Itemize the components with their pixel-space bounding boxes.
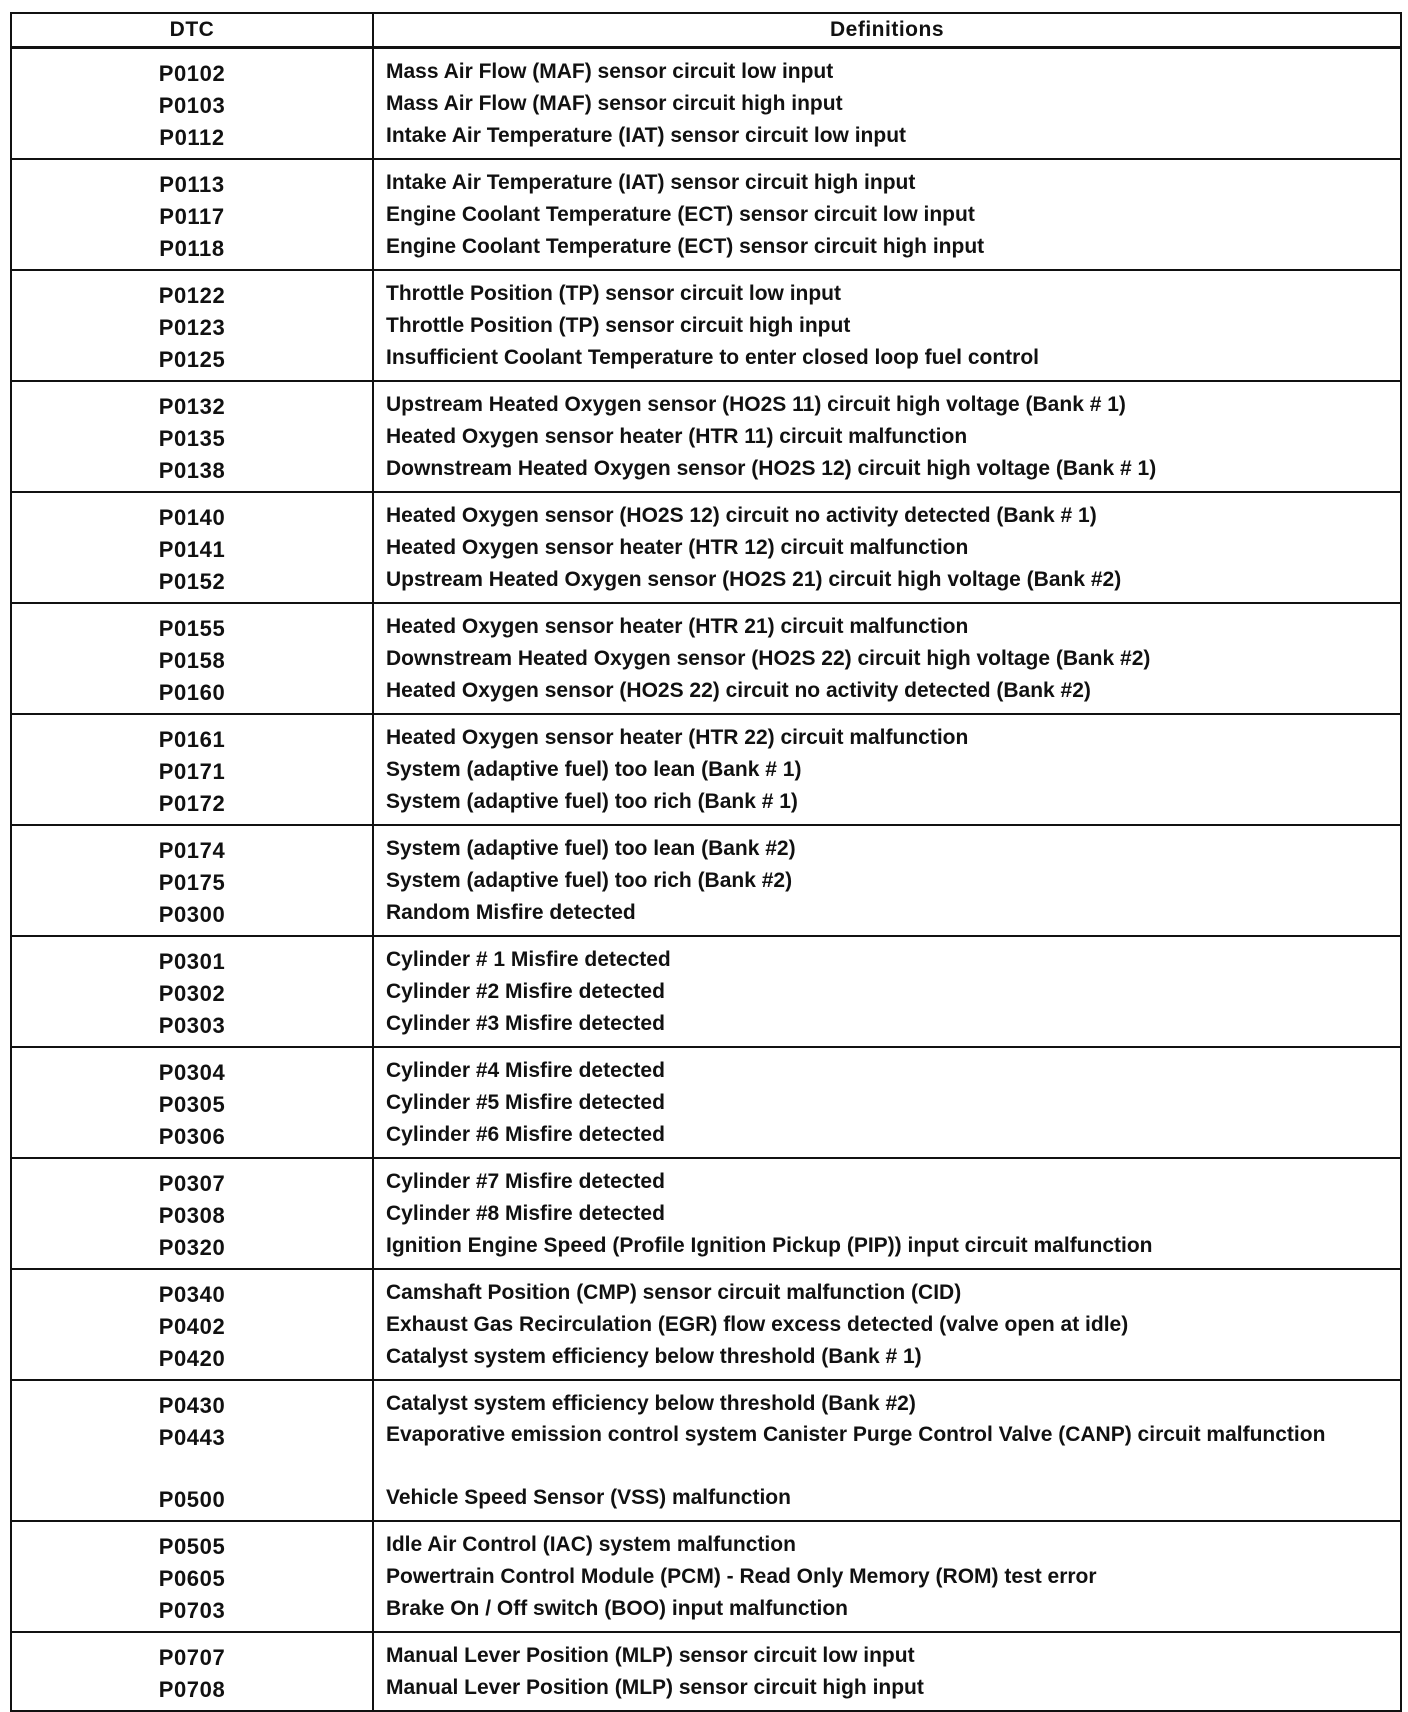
table-row-group: [11, 381, 1401, 492]
table-row-group: [11, 603, 1401, 714]
dtc-definition: Heated Oxygen sensor heater (HTR 11) circuit malfunction: [386, 425, 968, 448]
dtc-code: P0132: [158, 394, 226, 419]
dtc-definition: Catalyst system efficiency below threshold (Bank # 1): [386, 1345, 922, 1368]
dtc-definition: Heated Oxygen sensor (HO2S 12) circuit no activity detected (Bank # 1): [386, 504, 1097, 527]
dtc-definition: Cylinder #6 Misfire detected: [386, 1123, 665, 1146]
dtc-code: P0703: [158, 1598, 226, 1623]
dtc-code-cell: [11, 1521, 373, 1632]
dtc-definition: Cylinder #8 Misfire detected: [386, 1202, 665, 1225]
dtc-code: P0113: [159, 172, 225, 197]
dtc-code: P0125: [158, 347, 226, 372]
dtc-code-cell: [11, 603, 373, 714]
definition-cell: [373, 825, 1401, 936]
dtc-code-cell: [11, 1047, 373, 1158]
table-row-group: [11, 936, 1401, 1047]
table-row-group: [11, 492, 1401, 603]
dtc-definition: Throttle Position (TP) sensor circuit high input: [386, 314, 851, 337]
dtc-definition: Downstream Heated Oxygen sensor (HO2S 12) circuit high voltage (Bank # 1): [386, 457, 1157, 480]
dtc-definition: Upstream Heated Oxygen sensor (HO2S 11) circuit high voltage (Bank # 1): [386, 393, 1126, 416]
definition-cell: [373, 1632, 1401, 1711]
dtc-definition: System (adaptive fuel) too lean (Bank # 1): [386, 758, 802, 781]
dtc-code: P0402: [158, 1314, 226, 1339]
dtc-code: P0152: [158, 569, 226, 594]
dtc-definition: Manual Lever Position (MLP) sensor circuit low input: [386, 1644, 915, 1667]
dtc-code: P0605: [158, 1566, 226, 1591]
dtc-definition: Catalyst system efficiency below threshold (Bank #2): [386, 1392, 916, 1415]
definition-cell: [373, 159, 1401, 270]
dtc-definition: Cylinder #4 Misfire detected: [386, 1059, 665, 1082]
dtc-code-cell: [11, 1158, 373, 1269]
dtc-code: P0175: [158, 870, 226, 895]
dtc-definition: Cylinder #5 Misfire detected: [386, 1091, 665, 1114]
dtc-definition: Camshaft Position (CMP) sensor circuit malfunction (CID): [386, 1281, 962, 1304]
dtc-definition: Mass Air Flow (MAF) sensor circuit low input: [386, 60, 834, 83]
dtc-definition: Manual Lever Position (MLP) sensor circuit high input: [386, 1676, 924, 1699]
dtc-code: P0122: [158, 283, 226, 308]
table-row-group: [11, 825, 1401, 936]
dtc-code: P0500: [158, 1487, 226, 1512]
dtc-code: P0138: [158, 458, 226, 483]
dtc-code: P0135: [158, 426, 226, 451]
dtc-definition: System (adaptive fuel) too rich (Bank # 1): [386, 790, 798, 813]
dtc-code: P0308: [158, 1203, 226, 1228]
dtc-definition: System (adaptive fuel) too lean (Bank #2): [386, 837, 796, 860]
dtc-code: P0420: [158, 1346, 226, 1371]
dtc-definition: Heated Oxygen sensor heater (HTR 22) circuit malfunction: [386, 726, 969, 749]
dtc-code: P0172: [158, 791, 226, 816]
table-body: [11, 48, 1401, 1712]
dtc-code: P0102: [158, 61, 226, 86]
definition-cell: [373, 48, 1401, 160]
dtc-definition: Engine Coolant Temperature (ECT) sensor circuit low input: [386, 203, 975, 226]
dtc-code: P0430: [158, 1393, 226, 1418]
dtc-code: P0117: [159, 204, 225, 229]
dtc-definition: Downstream Heated Oxygen sensor (HO2S 22) circuit high voltage (Bank #2): [386, 647, 1151, 670]
dtc-definition: Brake On / Off switch (BOO) input malfunction: [386, 1597, 849, 1620]
dtc-definition: Random Misfire detected: [386, 901, 636, 924]
dtc-code: P0304: [158, 1060, 226, 1085]
dtc-definition: Cylinder #3 Misfire detected: [386, 1012, 665, 1035]
dtc-definition: Throttle Position (TP) sensor circuit low input: [386, 282, 842, 305]
definition-cell: [373, 381, 1401, 492]
dtc-code: P0301: [158, 949, 226, 974]
table-row-group: [11, 1269, 1401, 1380]
dtc-code: P0505: [158, 1534, 226, 1559]
dtc-code-cell: [11, 48, 373, 160]
dtc-code-cell: [11, 825, 373, 936]
dtc-definition: Heated Oxygen sensor (HO2S 22) circuit no activity detected (Bank #2): [386, 679, 1091, 702]
dtc-definition: Cylinder #7 Misfire detected: [386, 1170, 665, 1193]
dtc-code: P0123: [158, 315, 226, 340]
dtc-code: P0155: [158, 616, 226, 641]
dtc-definition: Upstream Heated Oxygen sensor (HO2S 21) circuit high voltage (Bank #2): [386, 568, 1122, 591]
dtc-code: P0112: [159, 125, 225, 150]
definition-cell: [373, 714, 1401, 825]
table-row-group: [11, 48, 1401, 160]
dtc-code: P0171: [158, 759, 226, 784]
dtc-code-cell: [11, 270, 373, 381]
dtc-definition: Mass Air Flow (MAF) sensor circuit high input: [386, 92, 843, 115]
dtc-code-cell: [11, 381, 373, 492]
dtc-code-cell: [11, 936, 373, 1047]
dtc-definition: Intake Air Temperature (IAT) sensor circuit high input: [386, 171, 916, 194]
dtc-code: P0305: [158, 1092, 226, 1117]
table-header-row: [11, 13, 1401, 48]
dtc-code-cell: [11, 1380, 373, 1521]
dtc-definition: Cylinder #2 Misfire detected: [386, 980, 665, 1003]
dtc-code: P0141: [158, 537, 226, 562]
dtc-definition: Vehicle Speed Sensor (VSS) malfunction: [386, 1486, 791, 1509]
dtc-definition: Insufficient Coolant Temperature to enter closed loop fuel control: [386, 346, 1039, 369]
definition-cell: [373, 1047, 1401, 1158]
dtc-code: P0320: [158, 1235, 226, 1260]
dtc-definition: Idle Air Control (IAC) system malfunction: [386, 1533, 796, 1556]
dtc-code: P0707: [158, 1645, 226, 1670]
dtc-definition: Intake Air Temperature (IAT) sensor circuit low input: [386, 124, 907, 147]
dtc-code: P0307: [158, 1171, 226, 1196]
dtc-document: [10, 12, 1400, 1712]
dtc-code: P0118: [159, 236, 225, 261]
dtc-definition: Engine Coolant Temperature (ECT) sensor circuit high input: [386, 235, 985, 258]
dtc-code: P0174: [158, 838, 226, 863]
definition-cell: [373, 936, 1401, 1047]
dtc-code: P0300: [158, 902, 226, 927]
table-row-group: [11, 270, 1401, 381]
dtc-code-cell: [11, 159, 373, 270]
dtc-code: P0160: [158, 680, 226, 705]
dtc-code-cell: [11, 714, 373, 825]
definition-cell: [373, 603, 1401, 714]
dtc-definition: Powertrain Control Module (PCM) - Read Only Memory (ROM) test error: [386, 1565, 1097, 1588]
dtc-code: P0303: [158, 1013, 226, 1038]
dtc-definition: Evaporative emission control system Canister Purge Control Valve (CANP) circuit malfunction: [386, 1423, 1326, 1446]
dtc-code-cell: [11, 492, 373, 603]
definition-cell: [373, 1380, 1401, 1521]
dtc-code: P0340: [158, 1282, 226, 1307]
dtc-definition: System (adaptive fuel) too rich (Bank #2): [386, 869, 793, 892]
definition-cell: [373, 270, 1401, 381]
definition-cell: [373, 1158, 1401, 1269]
dtc-definition: Exhaust Gas Recirculation (EGR) flow excess detected (valve open at idle): [386, 1313, 1129, 1336]
dtc-code: P0140: [158, 505, 226, 530]
dtc-code: P0302: [158, 981, 226, 1006]
table-row-group: [11, 1521, 1401, 1632]
dtc-code: P0708: [158, 1677, 226, 1702]
table-row-group: [11, 1632, 1401, 1711]
table-row-group: [11, 1158, 1401, 1269]
dtc-table: [10, 12, 1402, 1712]
dtc-code: P0161: [158, 727, 226, 752]
dtc-definition: Heated Oxygen sensor heater (HTR 21) circuit malfunction: [386, 615, 969, 638]
definition-cell: [373, 1269, 1401, 1380]
table-row-group: [11, 1047, 1401, 1158]
definition-cell: [373, 1521, 1401, 1632]
dtc-code: P0158: [158, 648, 226, 673]
definition-cell: [373, 492, 1401, 603]
table-row-group: [11, 159, 1401, 270]
dtc-definition: Cylinder # 1 Misfire detected: [386, 948, 671, 971]
table-row-group: [11, 1380, 1401, 1521]
column-header-dtc: DTC: [11, 13, 373, 48]
dtc-definition: Ignition Engine Speed (Profile Ignition Pickup (PIP)) input circuit malfunction: [386, 1234, 1153, 1257]
dtc-definition: Heated Oxygen sensor heater (HTR 12) circuit malfunction: [386, 536, 969, 559]
table-row-group: [11, 714, 1401, 825]
dtc-code: P0306: [158, 1124, 226, 1149]
dtc-code: P0443: [158, 1425, 226, 1450]
dtc-code-cell: [11, 1632, 373, 1711]
dtc-code-cell: [11, 1269, 373, 1380]
column-header-definitions: Definitions: [373, 13, 1401, 48]
dtc-code: P0103: [158, 93, 226, 118]
